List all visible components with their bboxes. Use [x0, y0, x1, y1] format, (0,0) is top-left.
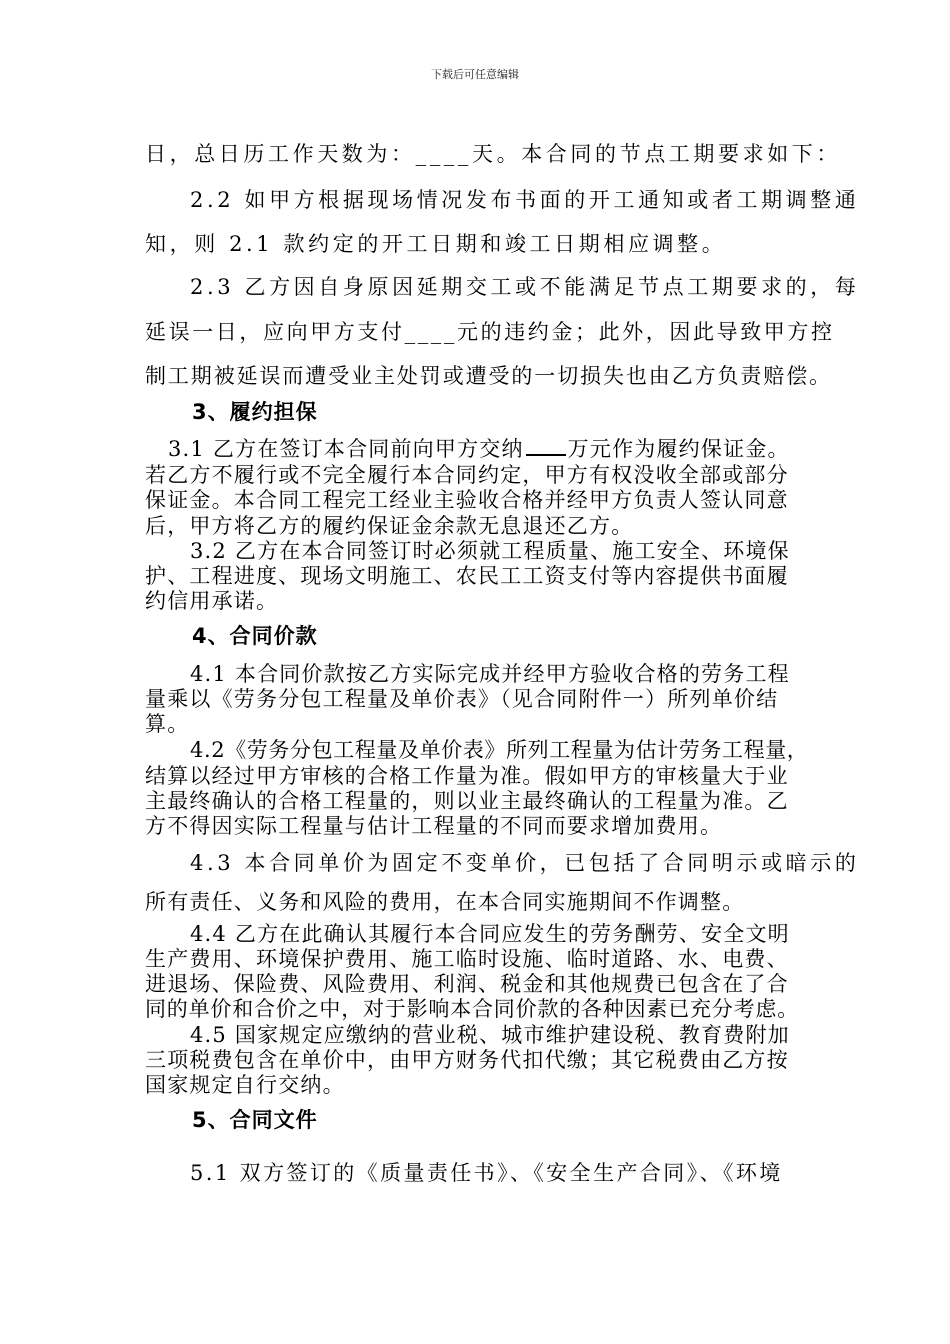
page-header: 下载后可任意编辑 [431, 68, 519, 81]
text-line: 同的单价和合价之中，对于影响本合同价款的各种因素已充分考虑。 [145, 997, 799, 1021]
text-line: 日，总日历工作天数为：____天。本合同的节点工期要求如下： [145, 142, 841, 166]
text-line: 护、工程进度、现场文明施工、农民工工资支付等内容提供书面履 [145, 564, 789, 588]
text-line: 后，甲方将乙方的履约保证金余款无息退还乙方。 [145, 514, 634, 538]
text-line: 2.2 如甲方根据现场情况发布书面的开工通知或者工期调整通 [190, 188, 860, 212]
section-heading-5: 5、合同文件 [192, 1108, 318, 1132]
text-line: 2.3 乙方因自身原因延期交工或不能满足节点工期要求的，每 [190, 275, 860, 299]
text-line: 主最终确认的合格工程量的，则以业主最终确认的工程量为准。乙 [145, 789, 789, 813]
text-line: 方不得因实际工程量与估计工程量的不同而要求增加费用。 [145, 814, 723, 838]
text-line: 若乙方不履行或不完全履行本合同约定，甲方有权没收全部或部分 [145, 463, 789, 487]
text-line: 5.1 双方签订的《质量责任书》、《安全生产合同》、《环境 [190, 1161, 783, 1185]
blank-underline [526, 439, 566, 456]
text-line: 进退场、保险费、风险费用、利润、税金和其他规费已包含在了合 [145, 972, 789, 996]
text-line: 国家规定自行交纳。 [145, 1073, 345, 1097]
text-line: 结算以经过甲方审核的合格工作量为准。假如甲方的审核量大于业 [145, 764, 789, 788]
text-line: 4.3 本合同单价为固定不变单价，已包括了合同明示或暗示的 [190, 851, 860, 875]
text-line: 约信用承诺。 [145, 589, 279, 613]
text-line: 4.1 本合同价款按乙方实际完成并经甲方验收合格的劳务工程 [190, 662, 790, 686]
text-line: 4.4 乙方在此确认其履行本合同应发生的劳务酬劳、安全文明 [190, 922, 790, 946]
text-line: 生产费用、环境保护费用、施工临时设施、临时道路、水、电费、 [145, 947, 789, 971]
text-line: 三项税费包含在单价中，由甲方财务代扣代缴；其它税费由乙方按 [145, 1048, 789, 1072]
text-line: 量乘以《劳务分包工程量及单价表》（见合同附件一）所列单价结 [145, 687, 779, 711]
text-line: 制工期被延误而遭受业主处罚或遭受的一切损失也由乙方负责赔偿。 [145, 364, 832, 388]
text-line: 4.2《劳务分包工程量及单价表》所列工程量为估计劳务工程量， [190, 738, 809, 762]
text-line: 保证金。本合同工程完工经业主验收合格并经甲方负责人签认同意 [145, 488, 789, 512]
text-line: 4.5 国家规定应缴纳的营业税、城市维护建设税、教育费附加 [190, 1023, 790, 1047]
section-heading-4: 4、合同价款 [192, 624, 318, 648]
text-line: 3.1 乙方在签订本合同前向甲方交纳 万元作为履约保证金。 [168, 437, 790, 461]
text-line: 算。 [145, 712, 190, 736]
section-heading-3: 3、履约担保 [192, 400, 318, 424]
text-line: 所有责任、义务和风险的费用，在本合同实施期间不作调整。 [145, 890, 745, 914]
text-line: 3.2 乙方在本合同签订时必须就工程质量、施工安全、环境保 [190, 539, 790, 563]
text-line: 延误一日，应向甲方支付____元的违约金；此外，因此导致甲方控 [145, 320, 835, 344]
text-line: 知，则 2.1 款约定的开工日期和竣工日期相应调整。 [145, 232, 727, 256]
